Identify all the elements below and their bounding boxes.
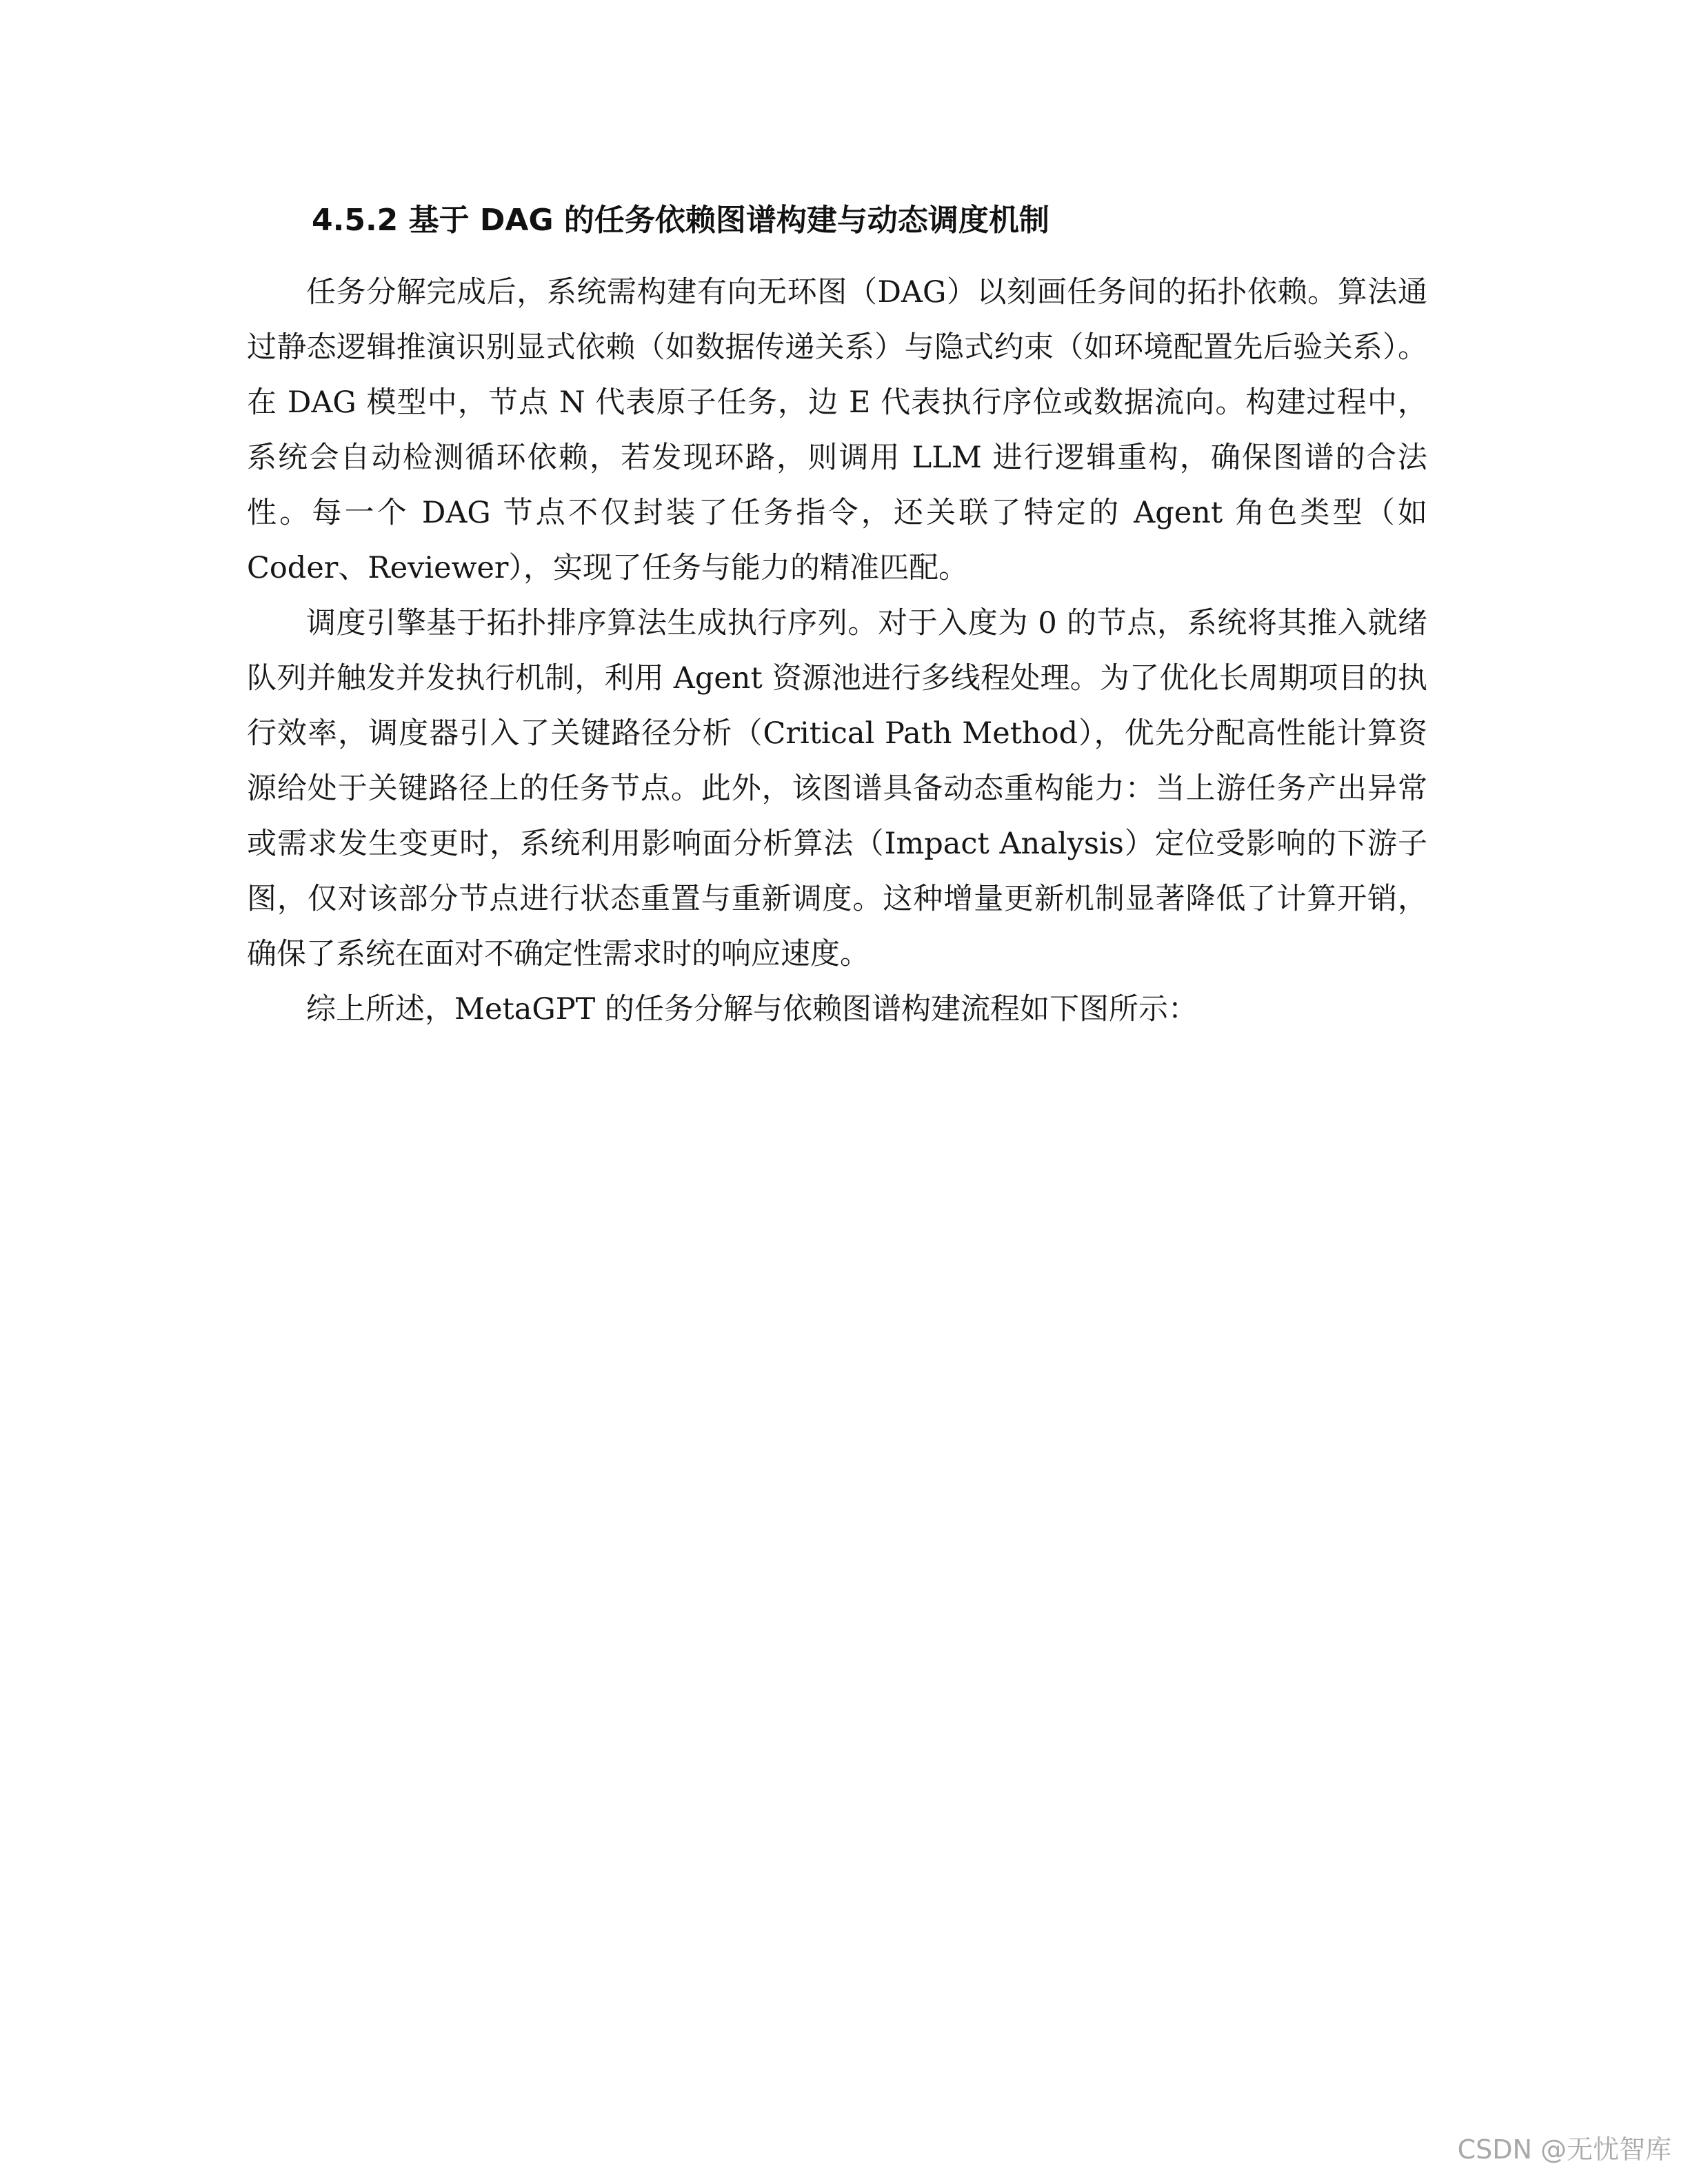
paragraph-summary: 综上所述，MetaGPT 的任务分解与依赖图谱构建流程如下图所示： bbox=[306, 992, 1198, 1027]
paragraph-scheduling-engine: 调度引擎基于拓扑排序算法生成执行序列。对于入度为 0 的节点，系统将其推入就绪队列并触发并发执行机制，利用 Agent 资源池进行多线程处理。为了优化长周期项目的执行效率，调度器引入了关键路径分析（Critical Path Method），优先分配高性能计算资源给处于关键路径上的任务节点。此外，该图谱具备动态重构能力：当上游任务产出异常或需求发生变更时，系统利用影响面分析算法（Impact Analysis）定位受影响的下游子图，仅对该部分节点进行状态重置与重新调度。这种增量更新机制显著降低了计算开销，确保了系统在面对不确定性需求时的响应速度。 bbox=[247, 606, 1427, 971]
body-text bbox=[247, 265, 1427, 1037]
section-heading: 4.5.2 基于 DAG 的任务依赖图谱构建与动态调度机制 bbox=[312, 203, 1049, 238]
paragraph-dag-construction: 任务分解完成后，系统需构建有向无环图（DAG）以刻画任务间的拓扑依赖。算法通过静态逻辑推演识别显式依赖（如数据传递关系）与隐式约束（如环境配置先后验关系）。在 DAG 模型中，节点 N 代表原子任务，边 E 代表执行序位或数据流向。构建过程中，系统会自动检测循环依赖，若发现环路，则调用 LLM 进行逻辑重构，确保图谱的合法性。每一个 DAG 节点不仅封装了任务指令，还关联了特定的 Agent 角色类型（如 Coder、Reviewer），实现了任务与能力的精准匹配。 bbox=[247, 275, 1427, 585]
csdn-watermark: CSDN @无忧智库 bbox=[1457, 2134, 1671, 2165]
